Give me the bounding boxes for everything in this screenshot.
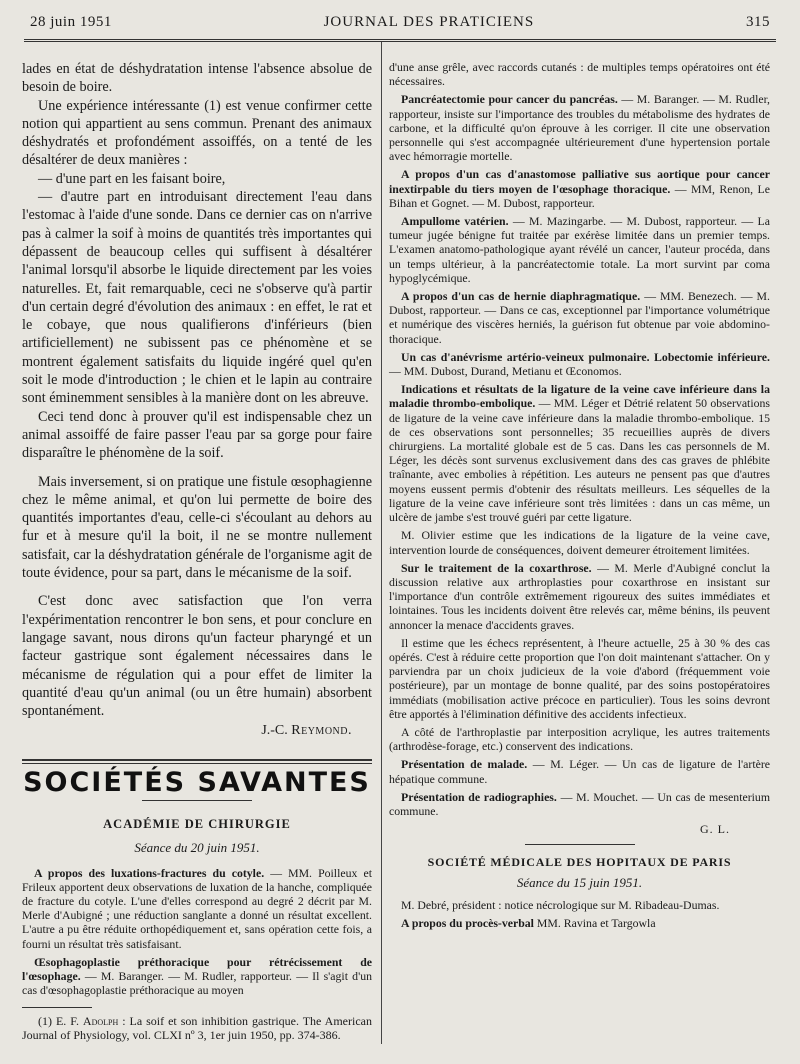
report-entry <box>389 167 770 210</box>
report-entry <box>389 214 770 285</box>
report-entry <box>389 561 770 632</box>
footnote-ref: (1) E. F. <box>38 1014 83 1029</box>
report-entry <box>389 757 770 785</box>
header-rule <box>24 39 776 42</box>
journal-title: JOURNAL DES PRATICIENS <box>323 14 535 30</box>
society-heading: SOCIÉTÉ MÉDICALE DES HOPITAUX DE PARIS <box>427 855 732 870</box>
report-title: Un cas d'anévrisme artério-veineux pulmonaire. Lobectomie inférieure. <box>401 349 770 364</box>
paragraph: — d'une part en les faisant boire, <box>38 170 226 187</box>
signature <box>22 722 372 740</box>
paragraph: Une expérience intéressante (1) est venue confirmer cette notion qui appartient au sens commun. Prenant des animaux déshydratés et profondément assoiffés, on a tenté de les désaltérer de deux manières : <box>22 97 372 169</box>
report-body: — M. Mazingarbe. — M. Dubost, rapporteur. — La tumeur jugée bénigne fut traitée par exérèse limitée dans un premier temps. L'examen anatomo-pathologique ayant révélé un cancer, l'auteur procéda, dans un temps ultérieur, à la pancréatectomie totale. La mort survint par coma hypoglycémique. <box>389 214 771 285</box>
left-column <box>22 60 372 1042</box>
report-body: — MM, Renon, Le Bihan et Gognet. — M. Dubost, rapporteur. <box>389 181 770 210</box>
report-entry <box>389 916 770 930</box>
footnote <box>22 1014 372 1042</box>
seance-date: Séance du 20 juin 1951. <box>134 840 260 856</box>
page-header <box>30 14 770 36</box>
report-body: — M. Baranger. — M. Rudler, rapporteur, insiste sur l'importance des troubles du métabolisme des hydrates de carbone, et la difficulté qu'on éprouve à les corriger. Il cite une observation personnelle qui s'est accompagnée ultérieurement d'une hypertension portale avec hémorragie mortelle. <box>389 92 770 164</box>
paragraph: M. Olivier estime que les indications de la ligature de la veine cave, intervention lourde de conséquences, doivent demeurer étroitement limitées. <box>389 528 770 557</box>
report-body: MM. Ravina et Targowla <box>533 915 656 930</box>
paragraph: d'une anse grêle, avec raccords cutanés : de multiples temps opératoires ont été nécessaires. <box>389 60 770 89</box>
paragraph: Ceci tend donc à prouver qu'il est indispensable chez un animal assoiffé de faire passer l'eau par sa gorge pour faire disparaître le phénomène de la soif. <box>22 408 372 462</box>
report-title: Œsophagoplastie préthoracique pour rétrécissement de l'œsophage. <box>22 954 372 983</box>
paragraph: — d'autre part en introduisant directement l'eau dans l'estomac à l'aide d'une sonde. Dans ce dernier cas on n'arrive pas à calmer la soif à moins de quantités très importantes qui dépassent de beaucoup celles qui suffisent à désaltérer l'animal lorsqu'il absorbe le liquide directement par les voies naturelles. Et, fait remarquable, ceci ne s'observe qu'à partir d'un certain degré d'évolution des animaux : en effet, le rat et le cobaye, que nous qualifierons d'inférieurs (bien artificiellement) ne subissent pas ce phénomène et se montrent également satisfaits du liquide ingéré quel qu'en soit le mode d'introduction ; le chien et le lapin au contraire sont éminemment sensibles à la manière dont on les abreuve. <box>22 189 372 407</box>
report-title: A propos des luxations-fractures du cotyle. <box>34 865 265 880</box>
report-entry <box>389 790 770 818</box>
report-entry <box>22 955 372 998</box>
report-title: Présentation de radiographies. <box>401 789 557 804</box>
page-number: 315 <box>745 14 770 30</box>
short-rule <box>525 844 635 845</box>
paragraph: C'est donc avec satisfaction que l'on verra l'expérimentation rencontrer le bon sens, et pour conclure en langage savant, nous dirons qu'un facteur pharyngé et un facteur gastrique sont également nécessaires dans le mécanisme de régulation qui a pour effet de limiter la quantité d'eau qu'un animal (ou un être humain) absorbent spontanément. <box>22 593 372 720</box>
report-title: A propos d'un cas d'anastomose palliative sus aortique pour cancer inextirpable du tiers moyen de l'œsophage thoracique. <box>389 167 770 196</box>
section-rule <box>22 759 372 764</box>
author-initials: G. L. <box>700 822 730 837</box>
report-body: — MM. Benezech. — M. Dubost, rapporteur. — Dans ce cas, exceptionnel par l'importance volumétrique et numérique des viscères herniés, la guérison fut obtenue par voie abdomino-thoracique. <box>389 289 770 346</box>
report-title: Sur le traitement de la coxarthrose. <box>401 560 592 575</box>
academy-reports <box>22 866 372 998</box>
footnote-author: Adolph <box>82 1014 119 1029</box>
report-title: A propos du procès-verbal <box>401 915 534 930</box>
report-entry <box>389 382 770 524</box>
report-body: — M. Léger. — Un cas de ligature de l'artère hépatique commune. <box>389 757 771 786</box>
issue-date: 28 juin 1951 <box>30 14 112 30</box>
signature-name: Reymond. <box>291 723 352 739</box>
footnote-rule <box>22 1007 92 1008</box>
report-entry <box>22 866 372 951</box>
report-body: — M. Merle d'Aubigné conclut la discussion relative aux arthroplasties pour coxarthrose en insistant sur l'importance d'un contrôle extrêmement rigoureux des suites immédiates et lointaines. Tous les incidents doivent être relevés car, même bénins, ils peuvent annoncer la menace d'accidents graves. <box>389 560 770 632</box>
section-title: SOCIÉTÉS SAVANTES <box>23 766 371 798</box>
report-title: Indications et résultats de la ligature de la veine cave inférieure dans la maladie thrombo-embolique. <box>389 382 770 411</box>
report-entry <box>389 289 770 346</box>
paragraph: M. Debré, président : notice nécrologique sur M. Ribadeau-Dumas. <box>401 897 720 912</box>
report-entry <box>389 350 770 378</box>
short-rule <box>142 800 252 801</box>
footnote-text: : La soif et son inhibition gastrique. The American Journal of Physiology, vol. CLXI nº 3, 1er juin 1950, pp. 374-386. <box>22 1014 372 1043</box>
report-title: Pancréatectomie pour cancer du pancréas. <box>401 92 618 107</box>
report-body: — M. Baranger. — M. Rudler, rapporteur. — Il s'agit d'un cas d'œsophagoplastie préthoracique au moyen <box>22 969 372 998</box>
report-body: — MM. Léger et Détrié relatent 50 observations de ligature de la veine cave inférieure dans la maladie thrombo-embolique. 15 de ces observations sont personnelles; 35 recueillies auprès de divers chirurgiens. La mortalité globale est de 5 cas. Dans les cas personnels de M. Léger, les décès sont survenus exclusivement dans des cas graves de phlébite traînante, avec embolies à répétition. Les auteurs ne pensent pas que d'autres moyens eussent permis d'obtenir des résultats meilleurs. Les séquelles de la ligature de la veine cave inférieure sont très limitées : dans un cas même, un ulcère de jambe s'est trouvé guéri par cette ligature. <box>389 396 771 525</box>
signature-initials: J.-C. <box>261 723 288 739</box>
report-body: — MM. Poilleux et Frileux apportent deux observations de luxation de la hanche, compliquée de fracture du cotyle. L'une d'elles correspond au degré 2 décrit par M. Merle d'Aubigné ; une réduction sanglante a donné un résultat excellent. L'autre a pu être réduite orthopédiquement et, sans opération cette fois, a fourni un résultat très satisfaisant. <box>22 865 372 951</box>
paragraph: lades en état de déshydratation intense l'absence absolue de besoin de boire. <box>22 61 372 96</box>
report-title: Ampullome vatérien. <box>401 214 509 229</box>
report-title: A propos d'un cas de hernie diaphragmatique. <box>401 289 641 304</box>
paragraph: Mais inversement, si on pratique une fistule œsophagienne chez le même animal, et qu'on lui permette de boire des quantités importantes d'eau, celle-ci s'écoulant au dehors au fur et à mesure qu'il la boit, il ne se montre nullement satisfait, car la déshydratation générale de l'organisme agit de toute évidence, pour sa part, dans le mécanisme de la soif. <box>22 473 372 582</box>
paragraph: A côté de l'arthroplastie par interposition acrylique, les autres traitements (arthrodèse-forage, etc.) conservent des indications. <box>389 724 770 754</box>
report-title: Présentation de malade. <box>401 757 528 772</box>
report-body: — M. Mouchet. — Un cas de mesenterium commune. <box>389 789 770 818</box>
academy-heading: ACADÉMIE DE CHIRURGIE <box>103 816 291 831</box>
seance-date: Séance du 15 juin 1951. <box>516 874 643 890</box>
report-body: — MM. Dubost, Durand, Metianu et Œconomos. <box>389 364 622 379</box>
column-divider <box>381 42 382 1044</box>
right-column <box>389 60 770 934</box>
report-entry <box>389 92 770 163</box>
paragraph: Il estime que les échecs représentent, à l'heure actuelle, 25 à 30 % des cas opérés. C'est à réduire cette proportion que l'on doit maintenant s'attacher. On y parviendra par un choix judicieux de la voie d'abord (fréquemment voie postérieure), par un montage de bonne qualité, par des soins postopératoires immédiats (mobilisation active précoce en particulier). Tous les soins devront être apportés à l'élimination définitive des accidents infectieux. <box>389 635 770 721</box>
